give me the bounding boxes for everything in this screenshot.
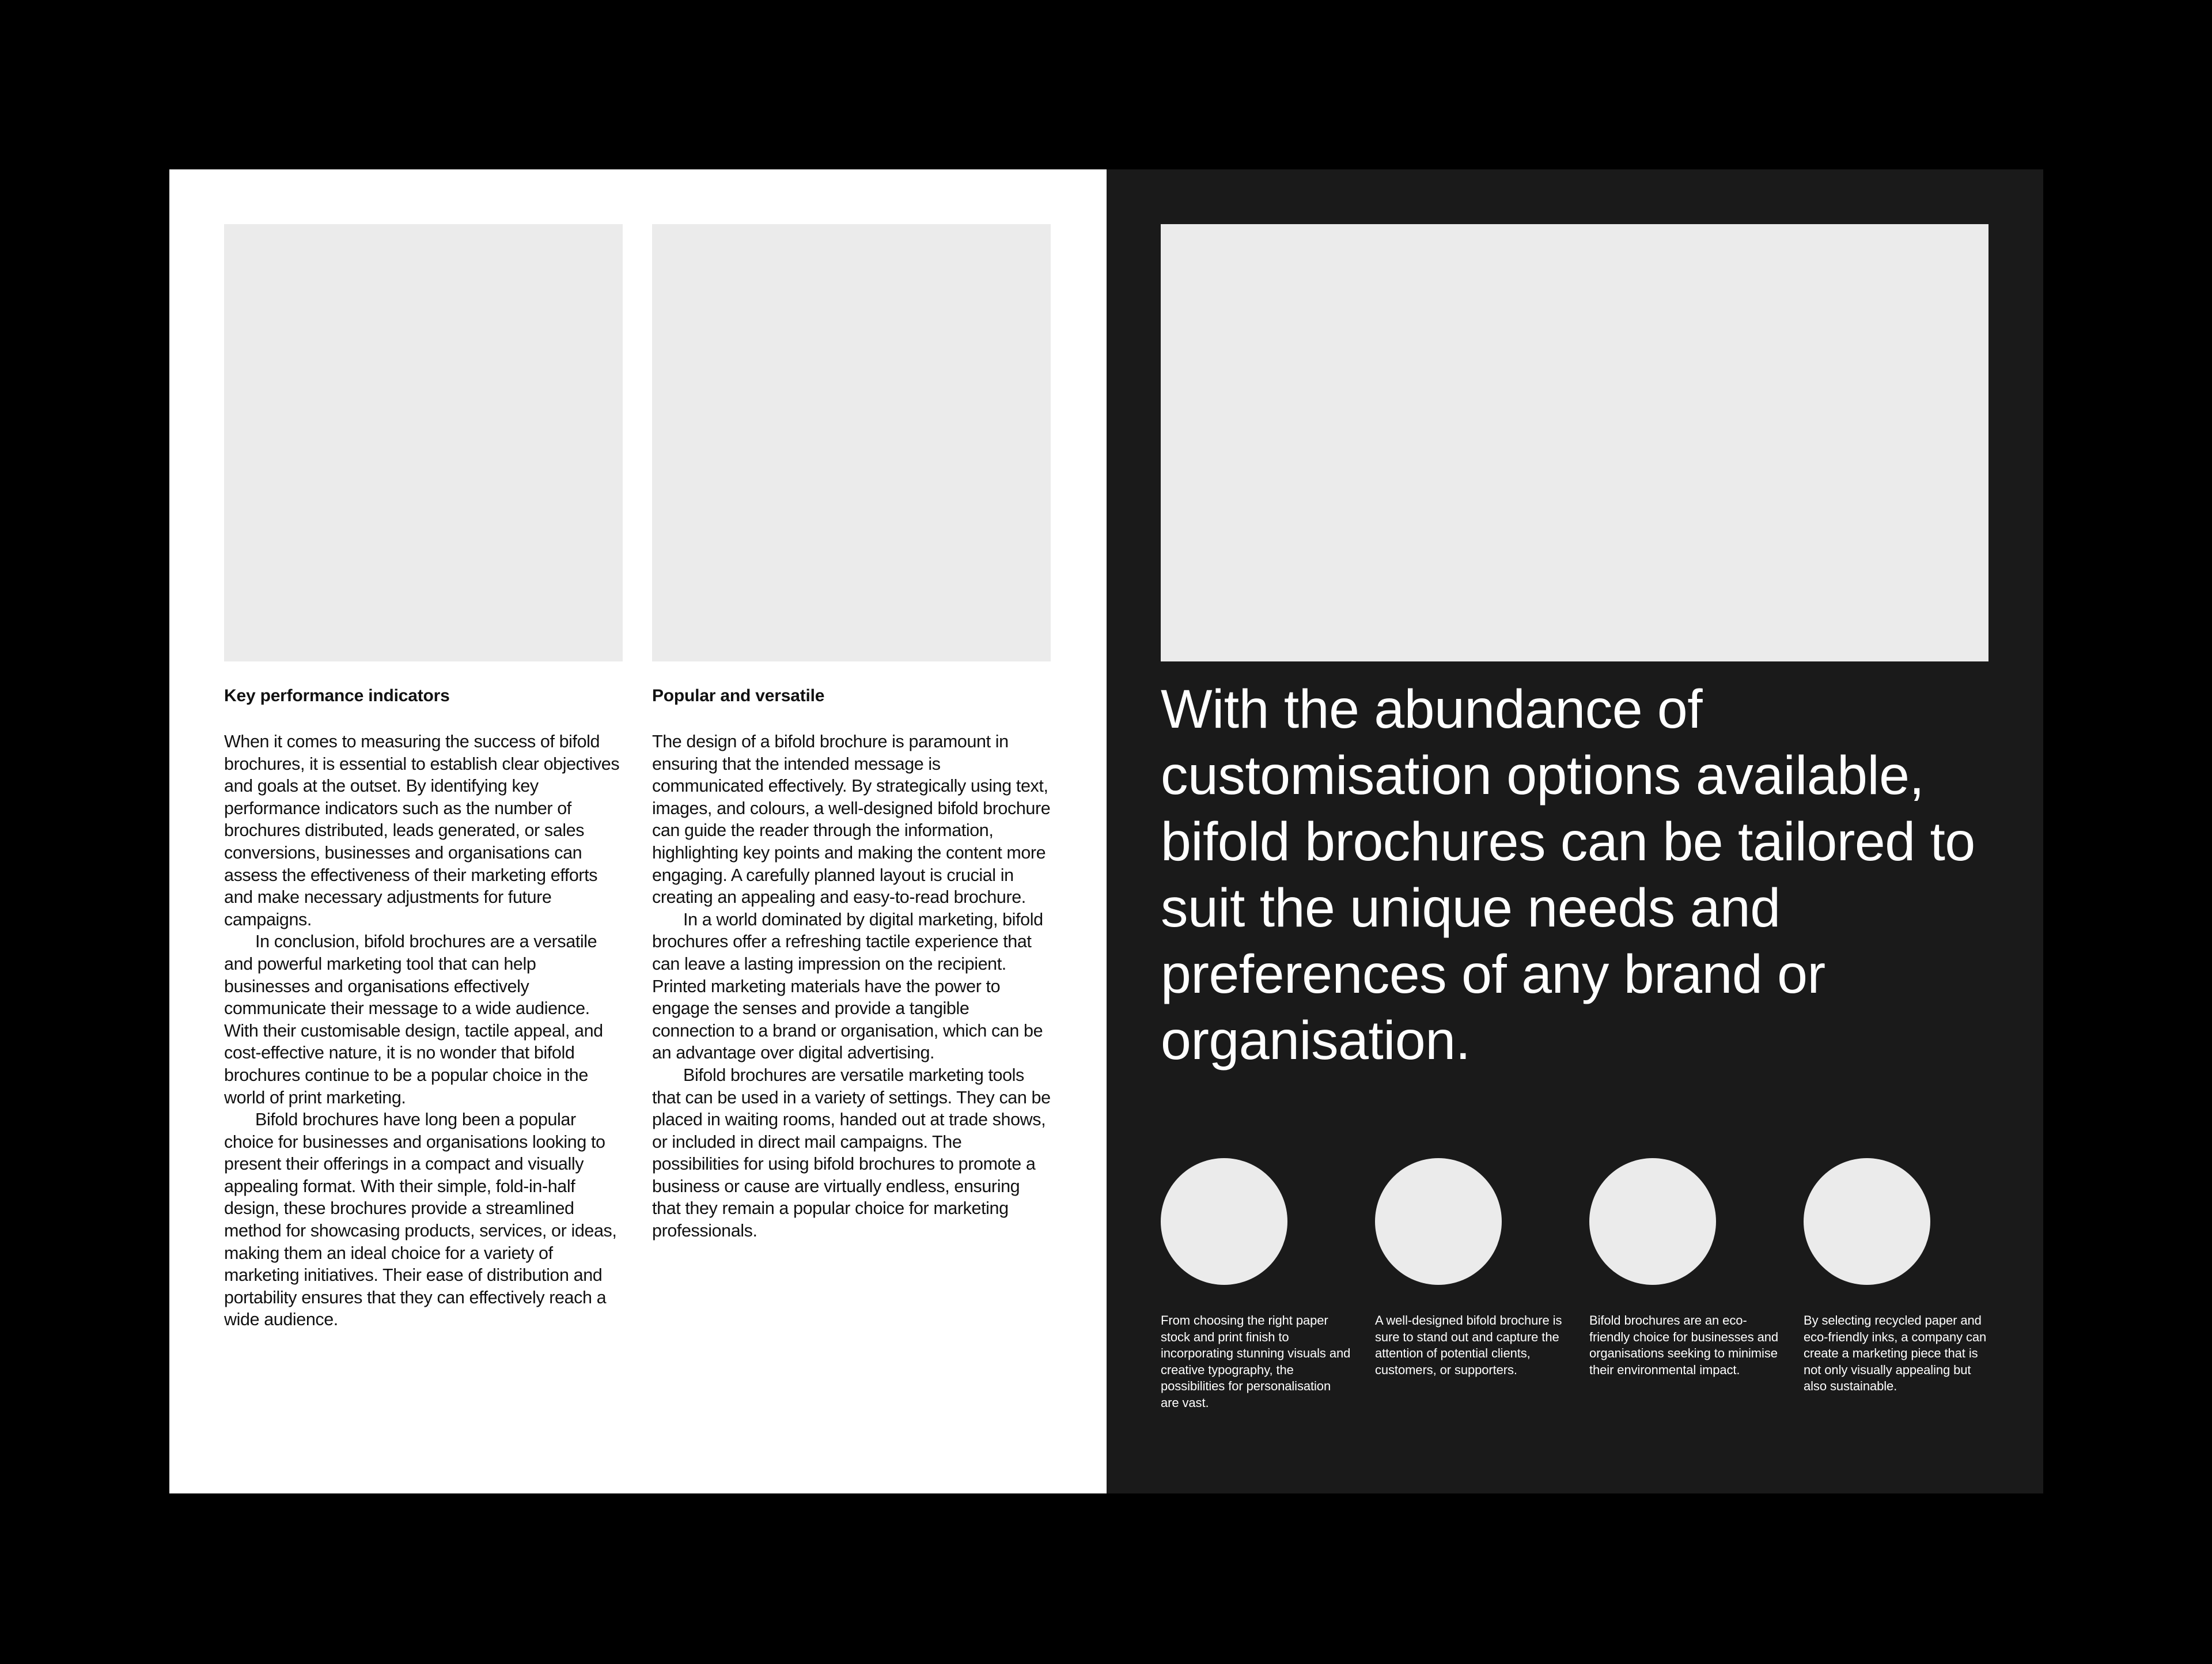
column-2-paragraph: Bifold brochures are versatile marketing tools that can be used in a variety of settings. They can be placed in waiting rooms, handed out at trade shows, or included in direct mail campaigns. The possibilities for using bifold brochures to promote a business or cause are virtually endless, ensuring that they remain a popular choice for marketing professionals. [652,1065,1051,1241]
image-placeholder-2 [652,224,1051,661]
column-2-paragraph: In a world dominated by digital marketing, bifold brochures offer a refreshing tactile experience that can leave a lasting impression on the recipient. Printed marketing materials have the power to engage the senses and provide a tangible connection to a brand or organisation, which can be an advantage over digital advertising. [652,909,1043,1063]
feature-item [1804,1158,1994,1395]
image-placeholder-1 [224,224,623,661]
circle-image-placeholder [1589,1158,1716,1285]
feature-caption: Bifold brochures are an eco-friendly choice for businesses and organisations seeking to minimise their environmental impact. [1589,1313,1779,1377]
feature-caption: A well-designed bifold brochure is sure to stand out and capture the attention of potential clients, customers, or supporters. [1375,1313,1562,1377]
circle-image-placeholder [1375,1158,1502,1285]
column-1-paragraph: In conclusion, bifold brochures are a versatile and powerful marketing tool that can help businesses and organisations effectively communicate their message to a wide audience. With their customisable design, tactile appeal, and cost-effective nature, it is no wonder that bifold brochures continue to be a popular choice in the world of print marketing. [224,932,603,1107]
brochure-spread [169,169,2043,1493]
feature-caption: By selecting recycled paper and eco-friendly inks, a company can create a marketing piece that is not only visually appealing but also sustainable. [1804,1313,1987,1394]
feature-caption: From choosing the right paper stock and print finish to incorporating stunning visuals and creative typography, the possibilities for personalisation are vast. [1161,1313,1351,1410]
left-page [169,169,1107,1493]
column-1-paragraph: When it comes to measuring the success of bifold brochures, it is essential to establish clear objectives and goals at the outset. By identifying key performance indicators such as the number of brochures distributed, leads generated, or sales conversions, businesses and organisations can assess the effectiveness of their marketing efforts and make necessary adjustments for future campaigns. [224,732,620,929]
column-1-body [224,731,623,1331]
feature-row [1161,1158,1990,1423]
column-2-paragraph: The design of a bifold brochure is paramount in ensuring that the intended message is communicated effectively. By strategically using text, images, and colours, a well-designed bifold brochure can guide the reader through the information, highlighting key points and making the content more engaging. A carefully planned layout is crucial in creating an appealing and easy-to-read brochure. [652,732,1051,907]
column-2-body [652,731,1051,1242]
hero-image-placeholder [1161,224,1988,661]
circle-image-placeholder [1161,1158,1287,1285]
column-1-paragraph: Bifold brochures have long been a popular choice for businesses and organisations looking to present their offerings in a compact and visually appealing format. With their simple, fold-in-half design, these brochures provide a streamlined method for showcasing products, services, or ideas, making them an ideal choice for a variety of marketing initiatives. Their ease of distribution and portability ensures that they can effectively reach a wide audience. [224,1110,617,1330]
column-2-heading: Popular and versatile [652,686,825,705]
pull-quote: With the abundance of customisation options available, bifold brochures can be tailored to suit the unique needs and preferences of any brand or organisation. [1161,679,1975,1071]
circle-image-placeholder [1804,1158,1930,1285]
column-1-heading: Key performance indicators [224,686,450,705]
feature-item [1589,1158,1779,1378]
feature-item [1375,1158,1565,1378]
feature-item [1161,1158,1351,1412]
right-page [1107,169,2043,1493]
